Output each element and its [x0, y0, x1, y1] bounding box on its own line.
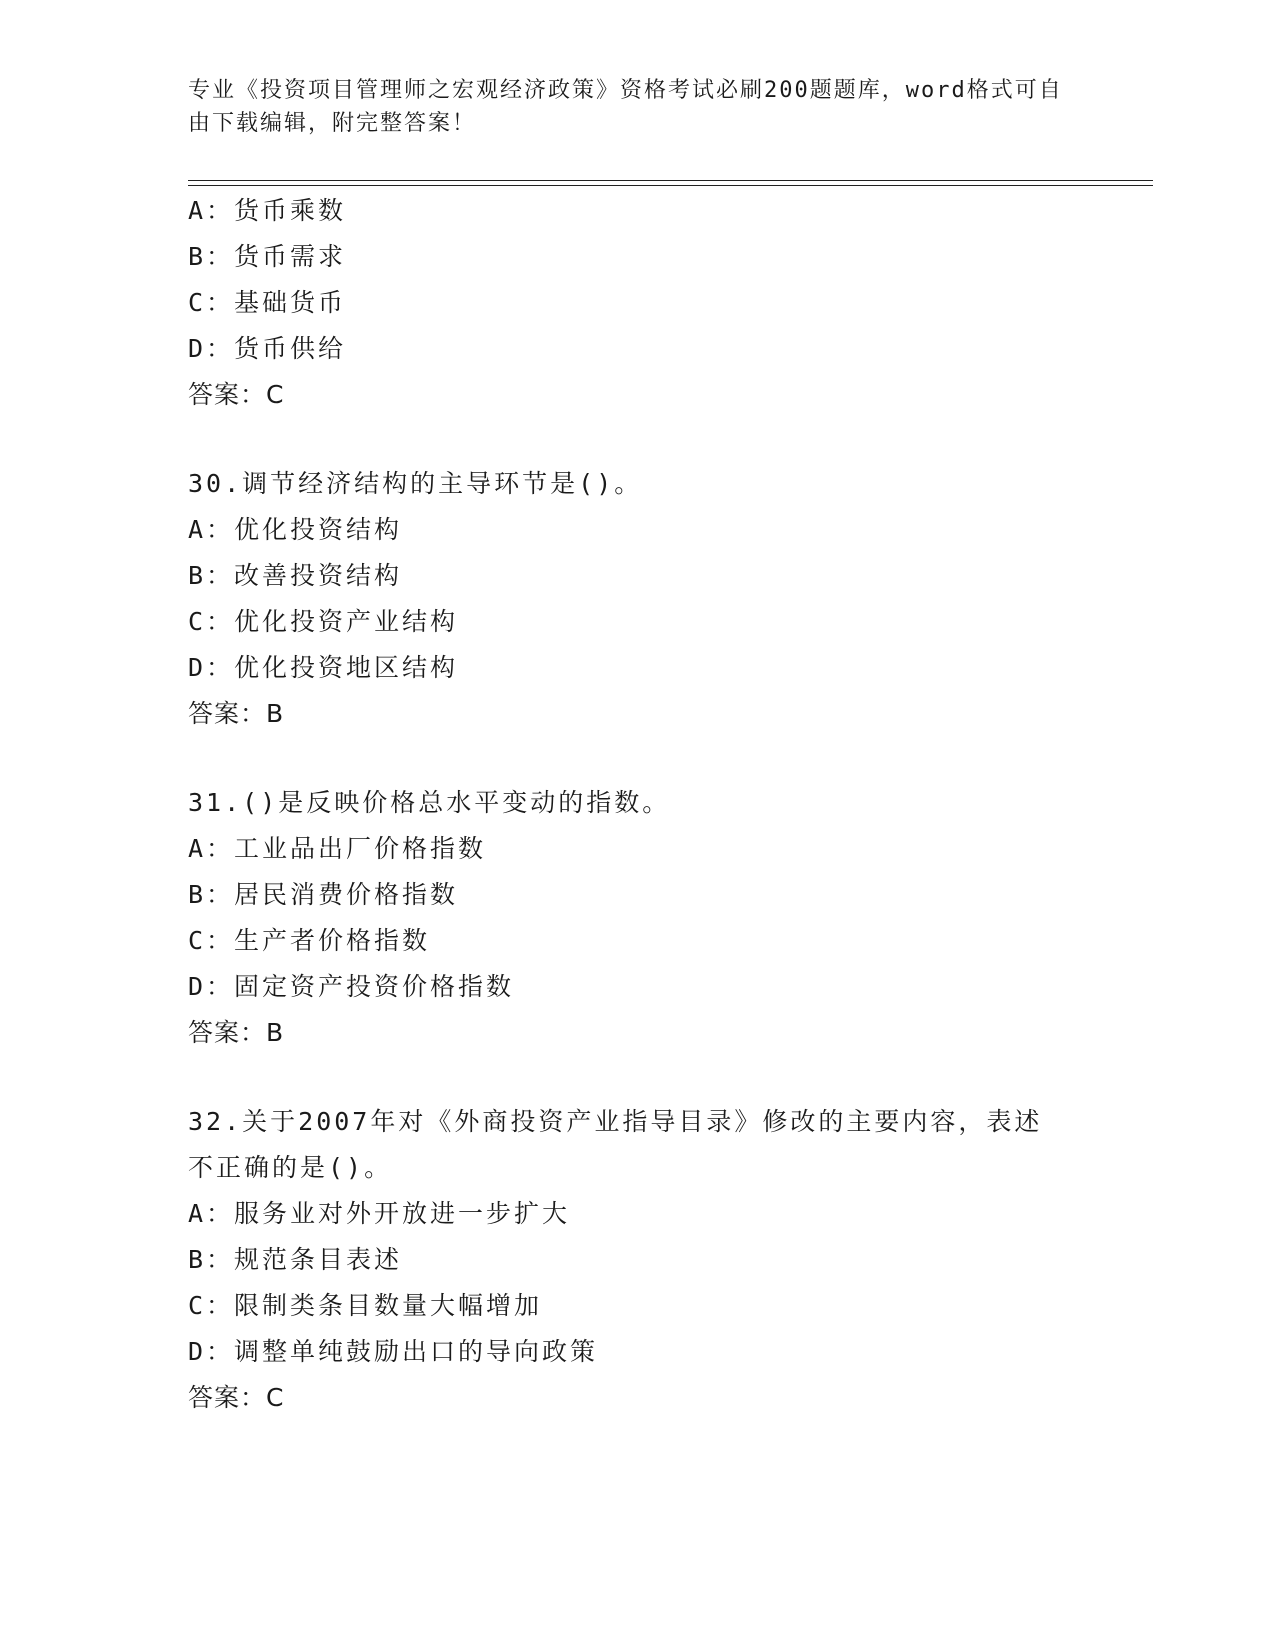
question-list: [188, 188, 1088, 1421]
option-b: B：货币需求: [188, 242, 347, 271]
question-text: 30.调节经济结构的主导环节是()。: [188, 469, 643, 498]
option-b: B：规范条目表述: [188, 1245, 403, 1274]
header-divider-top: [188, 180, 1153, 181]
option-d: D：固定资产投资价格指数: [188, 972, 515, 1001]
option-c: C：生产者价格指数: [188, 926, 431, 955]
option-d: D：优化投资地区结构: [188, 653, 459, 682]
option-c: C：基础货币: [188, 288, 347, 317]
option-a: A：服务业对外开放进一步扩大: [188, 1199, 571, 1228]
option-b: B：改善投资结构: [188, 561, 403, 590]
option-d: D：调整单纯鼓励出口的导向政策: [188, 1337, 599, 1366]
question-block: [188, 1099, 1088, 1421]
option-d: D：货币供给: [188, 334, 347, 363]
answer: 答案：C: [188, 380, 285, 409]
question-block: [188, 780, 1088, 1056]
question-text: 31.()是反映价格总水平变动的指数。: [188, 788, 671, 817]
option-c: C：限制类条目数量大幅增加: [188, 1291, 543, 1320]
answer: 答案：B: [188, 1018, 285, 1047]
question-text: 32.关于2007年对《外商投资产业指导目录》修改的主要内容，表述不正确的是()。: [188, 1107, 1043, 1182]
question-block: [188, 461, 1088, 737]
header-divider-bottom: [188, 185, 1153, 186]
option-a: A：工业品出厂价格指数: [188, 834, 487, 863]
answer: 答案：C: [188, 1383, 285, 1412]
document-header: 专业《投资项目管理师之宏观经济政策》资格考试必刷200题题库，word格式可自由下载编辑，附完整答案！: [188, 78, 1063, 136]
question-block: [188, 188, 1088, 418]
option-a: A：优化投资结构: [188, 515, 403, 544]
option-a: A：货币乘数: [188, 196, 347, 225]
answer: 答案：B: [188, 699, 285, 728]
option-b: B：居民消费价格指数: [188, 880, 459, 909]
option-c: C：优化投资产业结构: [188, 607, 459, 636]
